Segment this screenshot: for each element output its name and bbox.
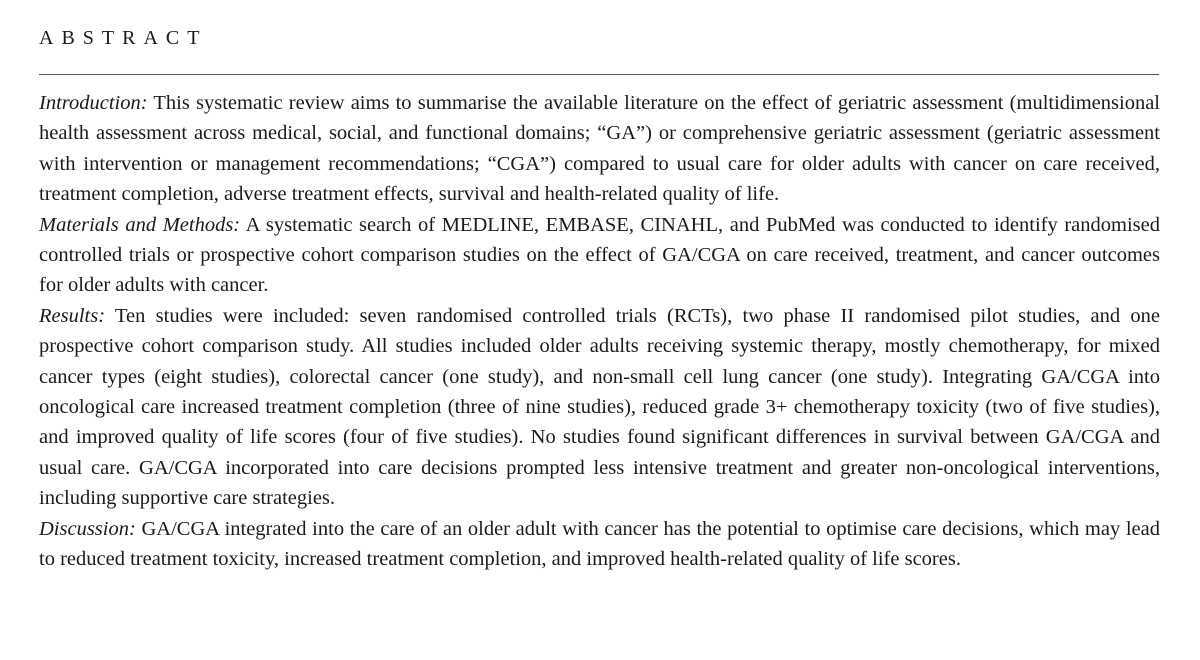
section-label-introduction: Introduction: — [39, 92, 148, 114]
section-text-methods: A systematic search of MEDLINE, EMBASE, CINAHL, and PubMed was conducted to identify randomised controlled trials or prospective cohort comparison studies on the effect of GA/CGA on care received, treatment, and cancer outcomes for older adults with cancer. — [39, 213, 1160, 297]
abstract-section-discussion — [39, 514, 1160, 575]
section-label-results: Results: — [39, 304, 106, 327]
section-text-results: Ten studies were included: seven randomised controlled trials (RCTs), two phase II randomised pilot studies, and one prospective cohort comparison study. All studies included older adults receiving systemic therapy, mostly chemotherapy, for mixed cancer types (eight studies), colorectal cancer (one study), and non-small cell lung cancer (one study). Integrating GA/CGA into oncological care increased treatment completion (three of nine studies), reduced grade 3+ chemotherapy toxicity (two of five studies), and improved quality of life scores (four of five studies). No studies found significant differences in survival between GA/CGA and usual care. GA/CGA incorporated into care decisions prompted less intensive treatment and greater non-oncological interventions, including supportive care strategies. — [39, 304, 1160, 510]
section-text-introduction: This systematic review aims to summarise the available literature on the effect of geriatric assessment (multidimensional health assessment across medical, social, and functional domains; “GA”) or comprehensive geriatric assessment (geriatric assessment with intervention or management recommendations; “CGA”) compared to usual care for older adults with cancer on care received, treatment completion, adverse treatment effects, survival and health-related quality of life. — [39, 92, 1161, 206]
abstract-body — [39, 88, 1160, 575]
abstract-section-results — [39, 301, 1160, 514]
abstract-heading: ABSTRACT — [39, 27, 208, 49]
abstract-section-methods — [39, 210, 1160, 301]
section-label-methods: Materials and Methods: — [39, 213, 241, 236]
section-label-discussion: Discussion: — [39, 517, 136, 540]
section-text-discussion: GA/CGA integrated into the care of an older adult with cancer has the potential to optimise care decisions, which may lead to reduced treatment toxicity, increased treatment completion, and improved health-related quality of life scores. — [39, 517, 1161, 571]
heading-divider — [39, 74, 1159, 75]
abstract-section-introduction — [39, 88, 1160, 210]
